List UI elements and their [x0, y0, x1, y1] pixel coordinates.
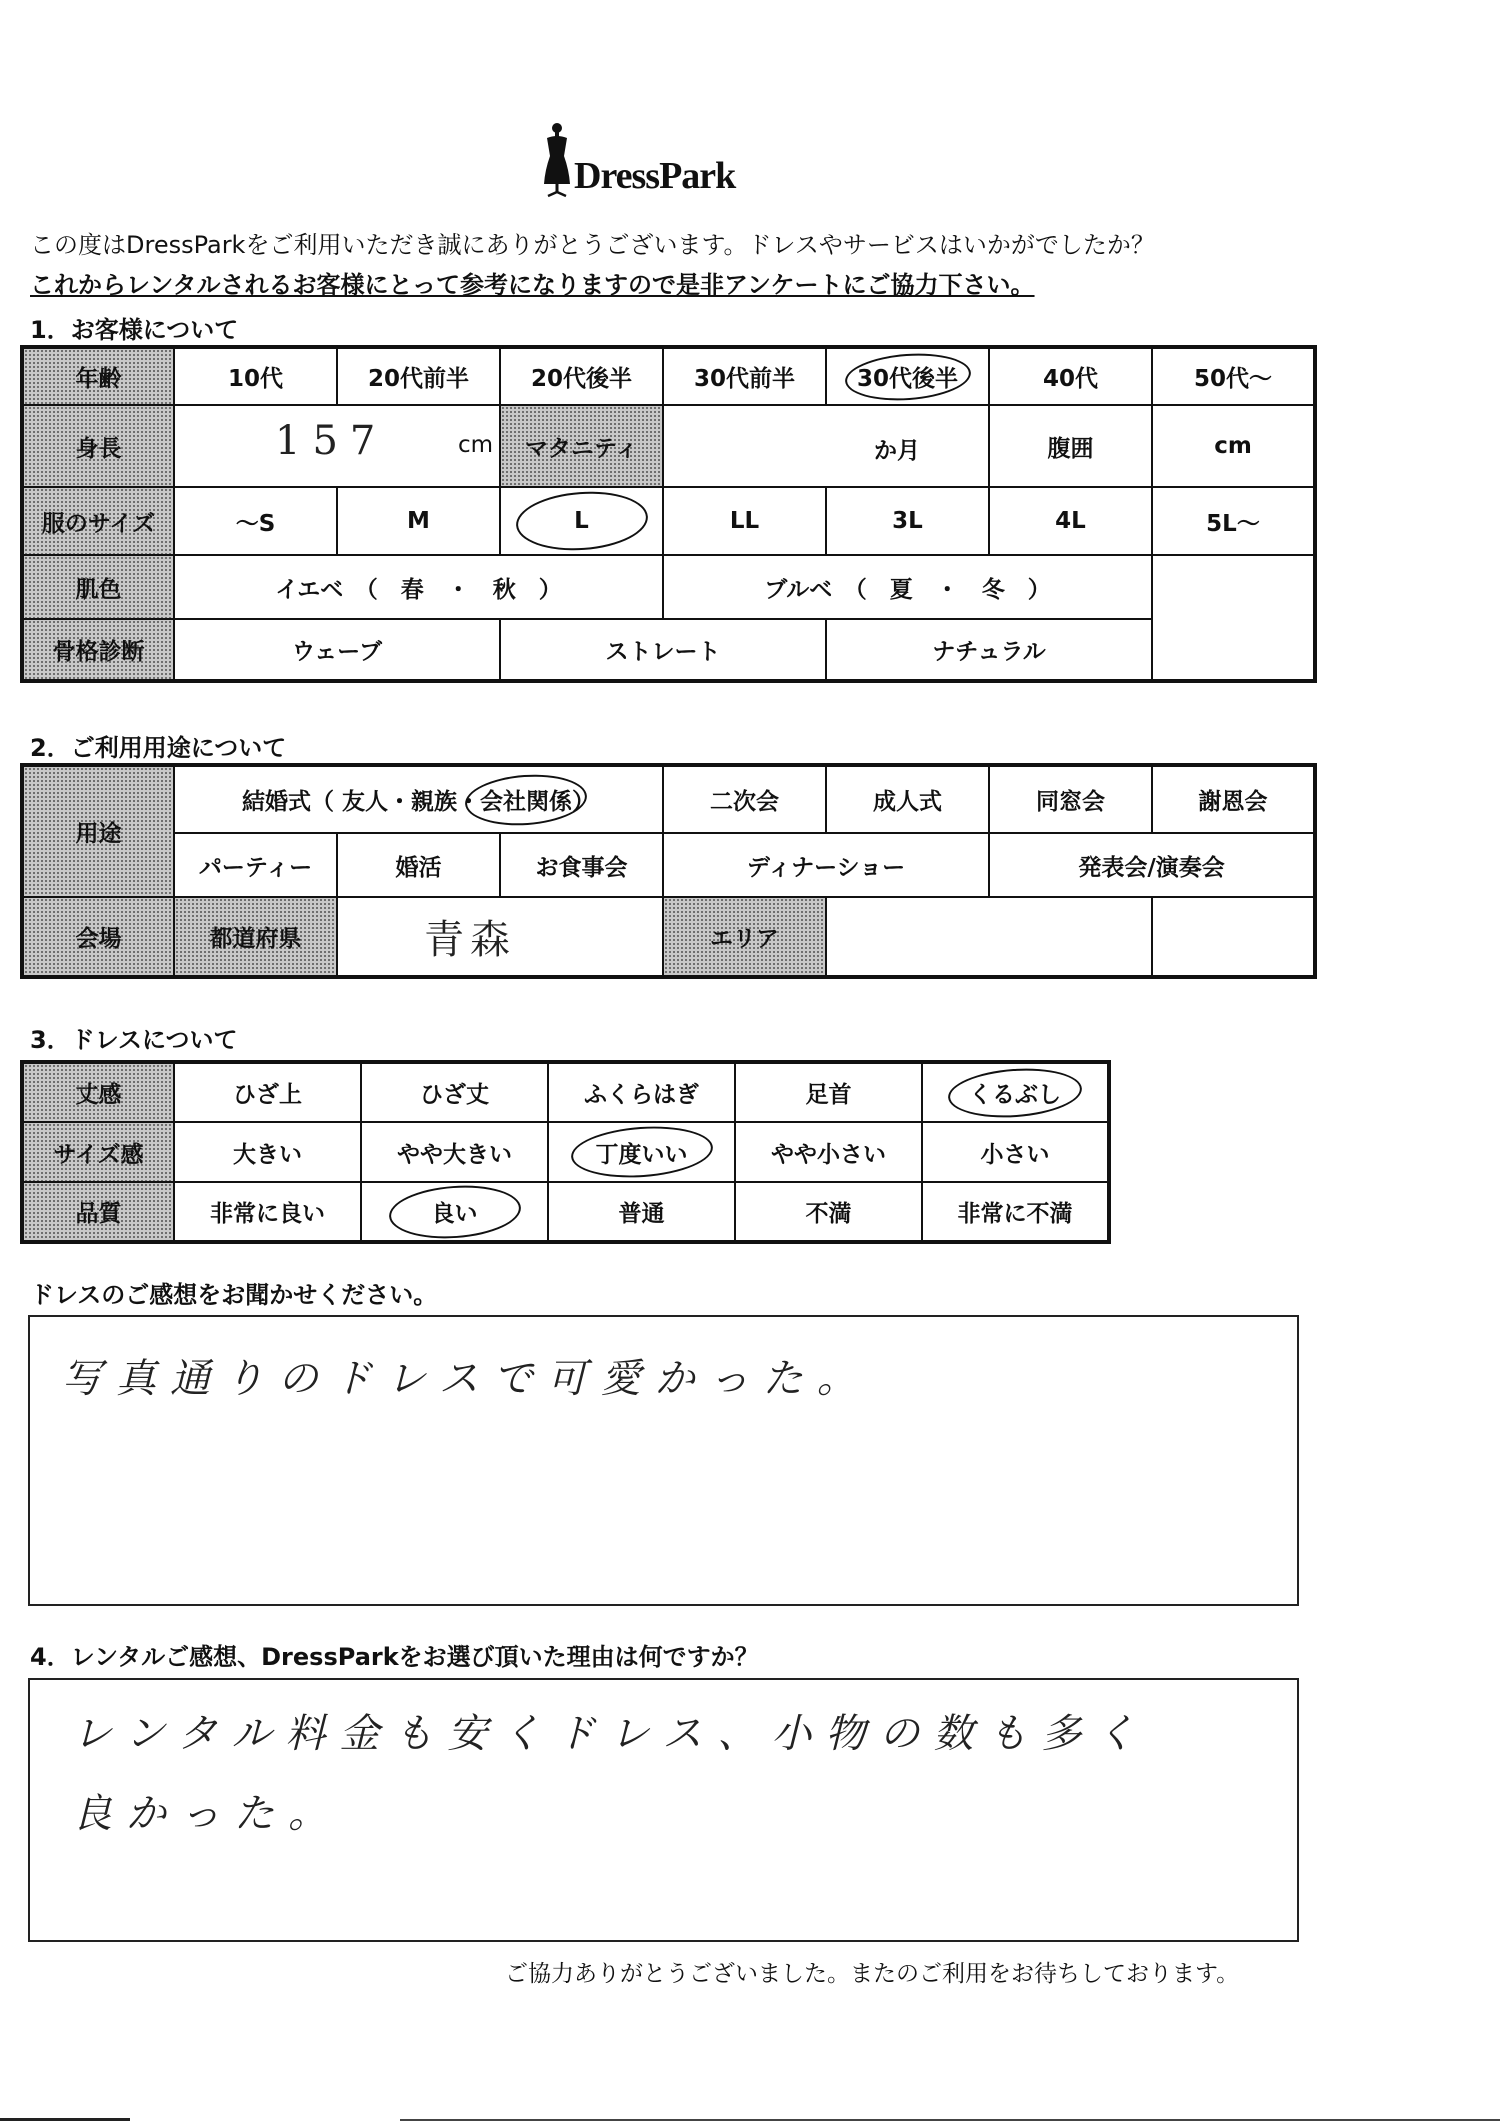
skin-yellow-option[interactable]: イエベ （ 春 ・ 秋 ）	[174, 555, 663, 619]
section-1-title: 1．お客様について	[30, 316, 239, 344]
age-option[interactable]: 50代〜	[1152, 347, 1315, 405]
prefecture-value: 青森	[424, 917, 517, 963]
fit-option[interactable]: 大きい	[174, 1122, 361, 1182]
scan-edge-line	[400, 2119, 1500, 2121]
length-label: 丈感	[22, 1062, 174, 1122]
size-option[interactable]: 〜S	[174, 487, 337, 555]
age-option-selected[interactable]	[826, 347, 989, 405]
frame-option[interactable]: ナチュラル	[826, 619, 1152, 681]
age-option[interactable]: 20代前半	[337, 347, 500, 405]
dress-form-icon	[540, 122, 574, 198]
venue-label: 会場	[22, 897, 174, 977]
section-4-title: 4．レンタルご感想、DressParkをお選び頂いた理由は何ですか？	[30, 1643, 759, 1671]
impression-prompt: ドレスのご感想をお聞かせください。	[30, 1281, 438, 1309]
frame-label: 骨格診断	[22, 619, 174, 681]
length-option[interactable]: ふくらはぎ	[548, 1062, 735, 1122]
empty-cell	[1152, 555, 1315, 619]
size-option-selected[interactable]	[500, 487, 663, 555]
height-unit: cm	[457, 432, 493, 458]
skin-label: 肌色	[22, 555, 174, 619]
size-label: 服のサイズ	[22, 487, 174, 555]
purpose-option[interactable]: 謝恩会	[1152, 765, 1315, 833]
length-option[interactable]: ひざ丈	[361, 1062, 548, 1122]
length-option-selected[interactable]	[922, 1062, 1109, 1122]
purpose-option[interactable]: 婚活	[337, 833, 500, 897]
wedding-selected-label: 会社関係	[480, 789, 573, 815]
reason-answer-box[interactable]	[28, 1678, 1299, 1942]
size-selected-label: L	[574, 508, 589, 534]
maternity-label: マタニティ	[500, 405, 663, 487]
purpose-option[interactable]: 同窓会	[989, 765, 1152, 833]
dresspark-logo	[540, 118, 735, 198]
skin-blue-option[interactable]: ブルベ （ 夏 ・ 冬 ）	[663, 555, 1152, 619]
height-label: 身長	[22, 405, 174, 487]
quality-option[interactable]: 非常に良い	[174, 1182, 361, 1242]
closing-message: ご協力ありがとうございました。またのご利用をお待ちしております。	[505, 1961, 1240, 1987]
prefecture-label: 都道府県	[174, 897, 337, 977]
height-cell[interactable]	[174, 405, 500, 487]
quality-selected-label: 良い	[431, 1201, 478, 1227]
reason-answer-line-2: 良かった。	[72, 1791, 342, 1837]
reason-answer-line-1: レンタル料金も安くドレス、小物の数も多く	[72, 1711, 1150, 1757]
customer-table	[20, 345, 1317, 683]
quality-label: 品質	[22, 1182, 174, 1242]
height-value: 157	[275, 418, 388, 464]
wedding-prefix: 結婚式（ 友人・親族・	[242, 789, 481, 815]
scan-edge-line	[0, 2118, 130, 2121]
wedding-suffix: ）	[572, 789, 596, 815]
size-option[interactable]: 4L	[989, 487, 1152, 555]
purpose-option[interactable]: 成人式	[826, 765, 989, 833]
wedding-option[interactable]	[174, 765, 663, 833]
length-option[interactable]: 足首	[735, 1062, 922, 1122]
age-selected-label: 30代後半	[856, 366, 958, 392]
area-field[interactable]	[826, 897, 1152, 977]
fit-option[interactable]: やや小さい	[735, 1122, 922, 1182]
quality-option-selected[interactable]	[361, 1182, 548, 1242]
purpose-option[interactable]: 発表会/演奏会	[989, 833, 1315, 897]
quality-option[interactable]: 不満	[735, 1182, 922, 1242]
age-option[interactable]: 10代	[174, 347, 337, 405]
purpose-option[interactable]: 二次会	[663, 765, 826, 833]
brand-name: DressPark	[574, 155, 736, 197]
quality-option[interactable]: 普通	[548, 1182, 735, 1242]
purpose-option[interactable]: パーティー	[174, 833, 337, 897]
length-option[interactable]: ひざ上	[174, 1062, 361, 1122]
fit-label: サイズ感	[22, 1122, 174, 1182]
size-option[interactable]: M	[337, 487, 500, 555]
waist-unit[interactable]: cm	[1152, 405, 1315, 487]
fit-option[interactable]: やや大きい	[361, 1122, 548, 1182]
age-option[interactable]: 30代前半	[663, 347, 826, 405]
impression-answer: 写真通りのドレスで可愛かった。	[62, 1356, 871, 1402]
quality-option[interactable]: 非常に不満	[922, 1182, 1109, 1242]
fit-selected-label: 丁度いい	[595, 1141, 688, 1168]
fit-option[interactable]: 小さい	[922, 1122, 1109, 1182]
purpose-option[interactable]: お食事会	[500, 833, 663, 897]
impression-answer-box[interactable]	[28, 1315, 1299, 1606]
fit-option-selected[interactable]	[548, 1122, 735, 1182]
waist-label: 腹囲	[989, 405, 1152, 487]
section-2-title: 2．ご利用用途について	[30, 734, 287, 762]
size-option[interactable]: 5L〜	[1152, 487, 1315, 555]
dress-table	[20, 1060, 1111, 1244]
prefecture-field[interactable]	[337, 897, 663, 977]
intro-line-1: この度はDressParkをご利用いただき誠にありがとうございます。ドレスやサービスはいかがでしたか？	[30, 231, 1155, 259]
age-label: 年齢	[22, 347, 174, 405]
purpose-label: 用途	[22, 765, 174, 897]
intro-line-2: これからレンタルされるお客様にとって参考になりますので是非アンケートにご協力下さい。	[30, 271, 1035, 299]
months-unit: か月	[874, 438, 920, 464]
maternity-months-cell[interactable]	[663, 405, 989, 487]
section-3-title: 3．ドレスについて	[30, 1026, 238, 1054]
purpose-option[interactable]: ディナーショー	[663, 833, 989, 897]
frame-option[interactable]: ウェーブ	[174, 619, 500, 681]
age-option[interactable]: 40代	[989, 347, 1152, 405]
usage-table	[20, 763, 1317, 979]
empty-cell	[1152, 897, 1315, 977]
frame-option[interactable]: ストレート	[500, 619, 826, 681]
empty-cell	[1152, 619, 1315, 681]
area-label: エリア	[663, 897, 826, 977]
age-option[interactable]: 20代後半	[500, 347, 663, 405]
length-selected-label: くるぶし	[969, 1082, 1061, 1108]
size-option[interactable]: LL	[663, 487, 826, 555]
wedding-selected	[480, 783, 572, 816]
size-option[interactable]: 3L	[826, 487, 989, 555]
